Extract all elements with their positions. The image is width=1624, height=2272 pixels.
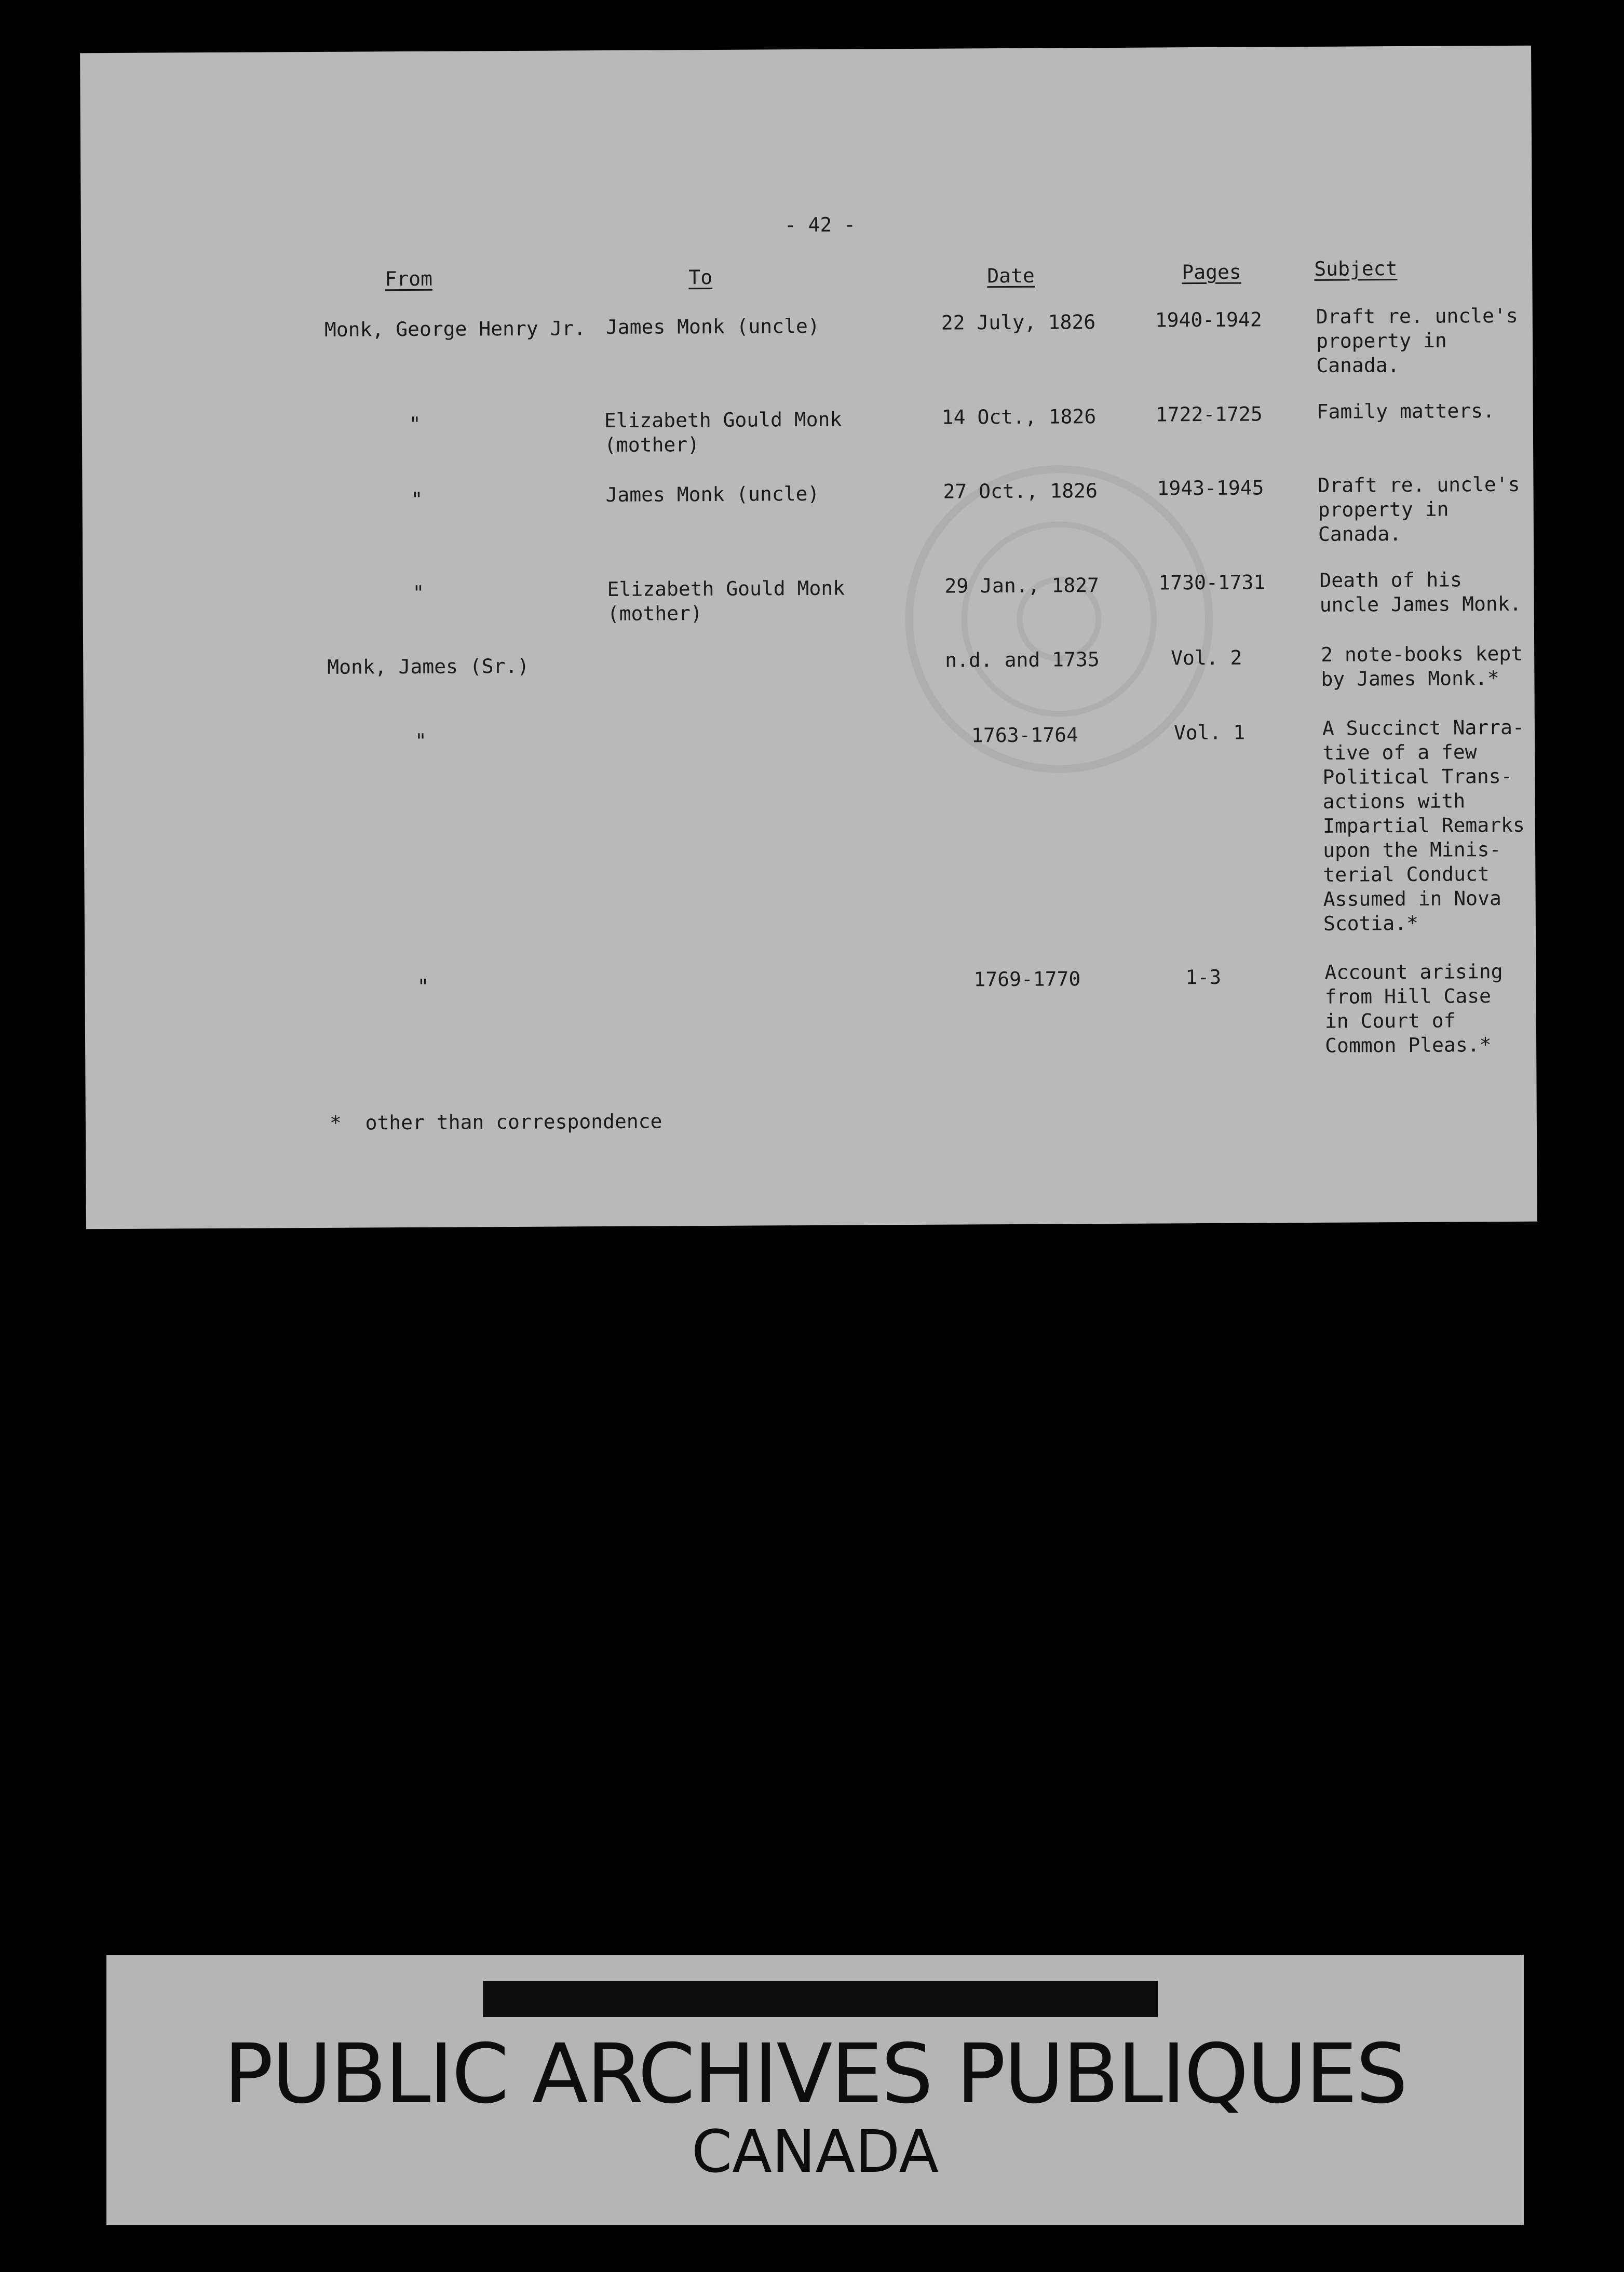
label-line-1: PUBLIC ARCHIVES PUBLIQUES (224, 2026, 1406, 2122)
page-number: - 42 - (784, 213, 856, 237)
row-3-subject: Draft re. uncle's property in Canada. (1318, 472, 1520, 546)
row-3-to: James Monk (uncle) (605, 482, 820, 507)
row-1-subject: Draft re. uncle's property in Canada. (1316, 304, 1518, 377)
row-6-from: " (414, 729, 427, 752)
row-4-to: Elizabeth Gould Monk (mother) (607, 576, 845, 626)
row-3-date: 27 Oct., 1826 (943, 479, 1098, 503)
row-5-pages: Vol. 2 (1171, 646, 1242, 670)
row-7-pages: 1-3 (1185, 965, 1222, 989)
row-5-from: Monk, James (Sr.) (327, 654, 530, 679)
row-1-to: James Monk (uncle) (605, 314, 820, 339)
row-1-pages: 1940-1942 (1155, 308, 1262, 332)
header-pages: Pages (1182, 260, 1241, 284)
header-date: Date (987, 264, 1035, 288)
header-from: From (385, 267, 433, 291)
row-6-subject: A Succinct Narra- tive of a few Political Trans- actions with Impartial Remarks upon the Minis- terial Conduct Assumed in Nova Scotia.* (1322, 715, 1525, 935)
document-page (80, 46, 1537, 1229)
row-2-pages: 1722-1725 (1155, 402, 1263, 426)
row-7-date: 1769-1770 (973, 967, 1081, 991)
archives-label (106, 1955, 1524, 2225)
row-4-from: " (412, 581, 425, 604)
row-2-date: 14 Oct., 1826 (941, 405, 1097, 429)
header-subject: Subject (1314, 257, 1398, 280)
label-line-2: CANADA (691, 2118, 939, 2186)
row-1-from: Monk, George Henry Jr. (324, 317, 586, 341)
label-black-bar (483, 1981, 1158, 2017)
row-1-date: 22 July, 1826 (941, 310, 1096, 334)
row-5-subject: 2 note-books kept by James Monk.* (1321, 642, 1523, 691)
footnote: * other than correspondence (329, 1110, 662, 1134)
row-5-date: n.d. and 1735 (945, 648, 1100, 672)
row-4-date: 29 Jan., 1827 (944, 574, 1100, 598)
row-7-subject: Account arising from Hill Case in Court of Common Pleas.* (1324, 960, 1503, 1057)
row-3-pages: 1943-1945 (1157, 476, 1264, 500)
row-4-subject: Death of his uncle James Monk. (1319, 568, 1522, 616)
row-3-from: " (411, 488, 423, 511)
header-to: To (688, 265, 713, 289)
row-7-from: " (417, 975, 429, 998)
row-2-to: Elizabeth Gould Monk (mother) (604, 408, 842, 457)
row-6-pages: Vol. 1 (1173, 721, 1246, 745)
row-6-date: 1763-1764 (971, 723, 1079, 747)
row-2-from: " (409, 412, 421, 436)
row-2-subject: Family matters. (1316, 399, 1495, 423)
row-4-pages: 1730-1731 (1158, 571, 1266, 594)
